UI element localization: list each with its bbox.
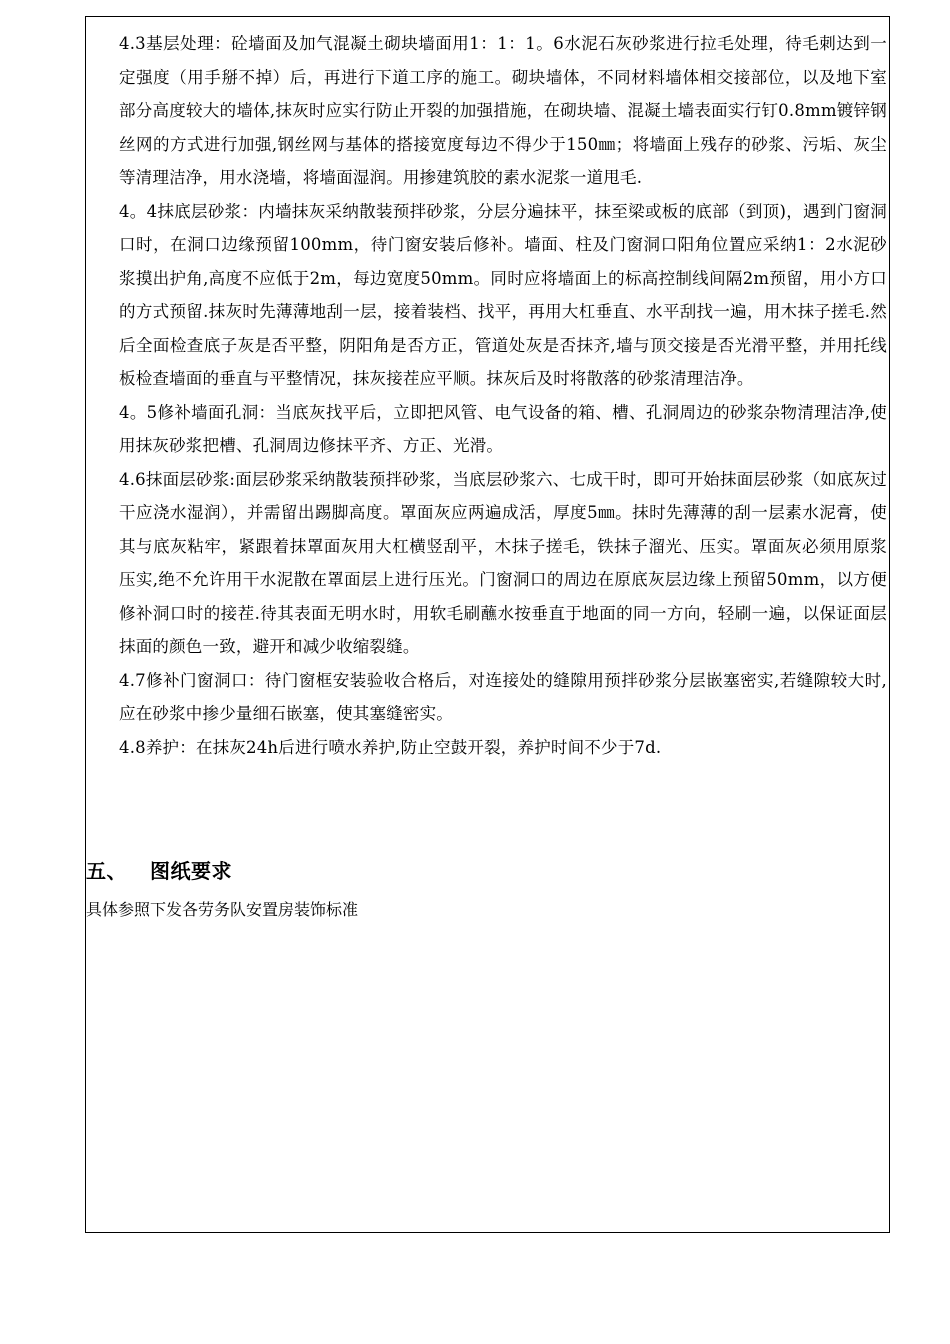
paragraph-4-6: 4.6抹面层砂浆:面层砂浆采纳散装预拌砂浆，当底层砂浆六、七成干时，即可开始抹面层砂浆（如底灰过干应浇水湿润），并需留出踢脚高度。罩面灰应两遍成活，厚度5㎜。抹时先薄薄的刮一层素水泥膏，使其与底灰粘牢，紧跟着抹罩面灰用大杠横竖刮平，木抹子搓毛，铁抹子溜光、压实。罩面灰必须用原浆压实,绝不允许用干水泥散在罩面层上进行压光。门窗洞口的周边在原底灰层边缘上预留50mm，以方便修补洞口时的接茬.待其表面无明水时，用软毛刷蘸水按垂直于地面的同一方向，轻刷一遍，以保证面层抹面的颜色一致，避开和减少收缩裂缝。: [119, 469, 887, 656]
paragraph-4-7: 4.7修补门窗洞口：待门窗框安装验收合格后，对连接处的缝隙用预拌砂浆分层嵌塞密实,若缝隙较大时,应在砂浆中掺少量细石嵌塞，使其塞缝密实。: [119, 670, 887, 723]
section-text: 具体参照下发各劳务队安置房装饰标准: [86, 900, 359, 919]
paragraph-4-4: 4。4抹底层砂浆：内墙抹灰采纳散装预拌砂浆，分层分遍抹平，抹至梁或板的底部（到顶)，遇到门窗洞口时，在洞口边缘预留100mm，待门窗安装后修补。墙面、柱及门窗洞口阳角位置应采纳1：2水泥砂浆摸出护角,高度不应低于2m，每边宽度50mm。同时应将墙面上的标高控制线间隔2m预留，用小方口的方式预留.抹灰时先薄薄地刮一层，接着装档、找平，再用大杠垂直、水平刮找一遍，用木抹子搓毛.然后全面检查底子灰是否平整，阴阳角是否方正，管道处灰是否抹齐,墙与顶交接是否光滑平整，并用托线板检查墙面的垂直与平整情况，抹灰接茬应平顺。抹灰后及时将散落的砂浆清理洁净。: [119, 201, 887, 388]
section-heading: [86, 855, 232, 884]
section-title: 图纸要求: [150, 859, 232, 883]
section-number: 五、: [86, 859, 127, 883]
paragraph-4-8: 4.8养护：在抹灰24h后进行喷水养护,防止空鼓开裂，养护时间不少于7d.: [119, 737, 662, 757]
paragraph-4-5: 4。5修补墙面孔洞：当底灰找平后，立即把风管、电气设备的箱、槽、孔洞周边的砂浆杂物清理洁净,使用抹灰砂浆把槽、孔洞周边修抹平齐、方正、光滑。: [119, 402, 887, 455]
document-frame: [85, 16, 890, 1233]
paragraph-block: [86, 27, 889, 764]
paragraph-4-3: 4.3基层处理：砼墙面及加气混凝土砌块墙面用1：1：1。6水泥石灰砂浆进行拉毛处理，待毛刺达到一定强度（用手掰不掉）后，再进行下道工序的施工。砌块墙体，不同材料墙体相交接部位，以及地下室部分高度较大的墙体,抹灰时应实行防止开裂的加强措施，在砌块墙、混凝土墙表面实行钉0.8mm镀锌钢丝网的方式进行加强,钢丝网与基体的搭接宽度每边不得少于150㎜；将墙面上残存的砂浆、污垢、灰尘等清理洁净，用水浇墙，将墙面湿润。用掺建筑胶的素水泥浆一道甩毛.: [119, 34, 887, 187]
